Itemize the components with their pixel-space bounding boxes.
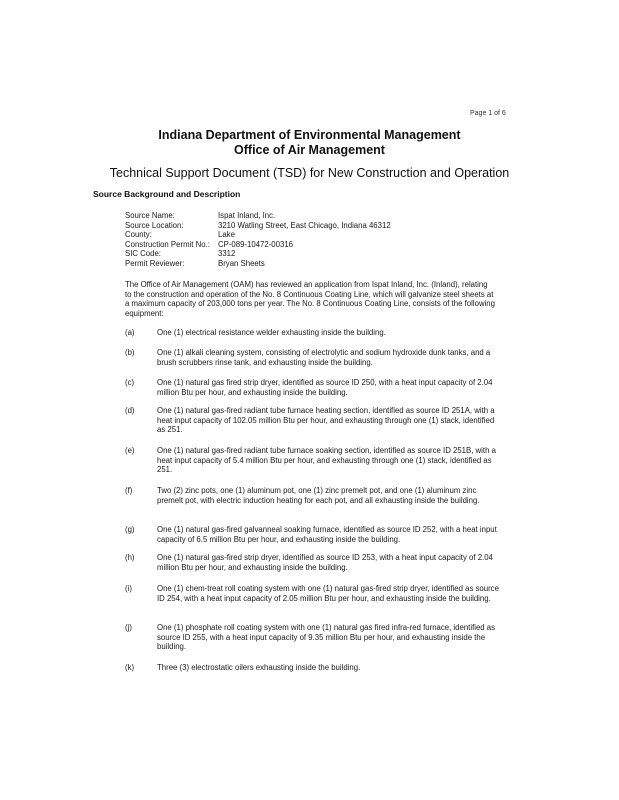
equipment-item [125, 623, 500, 652]
equipment-text: One (1) natural gas-fired radiant tube furnace soaking section, identified as source ID 251B, with a heat input capacity of 5.4 million Btu per hour, and exhausting through one (1) stack, identified as 251. [157, 446, 496, 475]
source-info-row [125, 249, 391, 259]
source-info-label: Construction Permit No.: [125, 239, 210, 249]
equipment-text: One (1) phosphate roll coating system with one (1) natural gas fired infra-red furnace, identified as source ID 255, with a heat input capacity of 9.35 million Btu per hour, and exhausting inside the building. [157, 623, 496, 652]
equipment-letter: (k) [125, 663, 135, 672]
agency-heading: Indiana Department of Environmental Management [158, 128, 461, 142]
equipment-text: Three (3) electrostatic oilers exhausting inside the building. [157, 663, 361, 672]
source-info-value: 3312 [218, 249, 236, 258]
equipment-item [125, 584, 500, 603]
source-info-label: SIC Code: [125, 249, 161, 258]
equipment-letter: (e) [125, 446, 135, 455]
equipment-text: One (1) natural gas fired strip dryer, identified as source ID 250, with a heat input capacity of 2.04 million Btu per hour, and exhausting inside the building. [157, 378, 493, 397]
equipment-letter: (j) [125, 623, 132, 632]
source-info-block [125, 211, 391, 268]
source-info-label: Source Location: [125, 220, 184, 230]
source-info-row [125, 240, 391, 250]
section-title: Source Background and Description [93, 189, 241, 199]
equipment-letter: (c) [125, 378, 135, 387]
source-info-value: Lake [218, 230, 235, 239]
equipment-item [125, 378, 500, 397]
equipment-letter: (d) [125, 406, 135, 415]
equipment-item [125, 446, 500, 475]
source-info-row [125, 259, 391, 269]
source-info-value: CP-089-10472-00316 [218, 239, 293, 249]
source-info-row [125, 221, 391, 231]
equipment-text: One (1) natural gas-fired galvanneal soaking furnace, identified as source ID 252, with a heat input capacity of 6.5 million Btu per hour, and exhausting inside the building. [157, 525, 497, 544]
equipment-letter: (i) [125, 584, 132, 593]
page-number: Page 1 of 6 [470, 110, 506, 117]
source-info-label: Source Name: [125, 211, 175, 220]
source-info-label: Permit Reviewer: [125, 258, 185, 268]
equipment-letter: (h) [125, 553, 135, 562]
equipment-text: One (1) natural gas-fired radiant tube furnace heating section, identified as source ID 251A, with a heat input capacity of 102.05 million Btu per hour, and exhausting through one (1) stack, identified as 251. [157, 406, 495, 435]
source-info-value: Ispat Inland, Inc. [218, 211, 276, 220]
equipment-letter: (g) [125, 525, 135, 534]
equipment-text: One (1) natural gas-fired strip dryer, identified as source ID 253, with a heat input capacity of 2.04 million Btu per hour, and exhausting inside the building. [157, 553, 493, 572]
document-title: Technical Support Document (TSD) for New Construction and Operation [109, 166, 510, 180]
source-info-label: County: [125, 230, 152, 239]
equipment-text: One (1) alkali cleaning system, consisting of electrolytic and sodium hydroxide dunk tanks, and a brush scrubbers rinse tank, and exhausting inside the building. [157, 348, 491, 367]
equipment-item [125, 348, 500, 367]
equipment-text: One (1) chem-treat roll coating system with one (1) natural gas-fired strip dryer, identified as source ID 254, with a heat input capacity of 2.05 million Btu per hour, and exhausting inside the building. [157, 584, 499, 603]
equipment-item [125, 328, 500, 338]
equipment-letter: (b) [125, 348, 135, 357]
equipment-item [125, 553, 500, 572]
source-info-row [125, 230, 391, 240]
equipment-text: One (1) electrical resistance welder exhausting inside the building. [157, 328, 386, 337]
equipment-item [125, 663, 500, 673]
equipment-item [125, 525, 500, 544]
equipment-letter: (f) [125, 486, 133, 495]
office-heading: Office of Air Management [234, 143, 385, 157]
source-info-row [125, 211, 391, 221]
intro-paragraph: The Office of Air Management (OAM) has reviewed an application from Ispat Inland, Inc. (Inland), relating to the construction and operation of the No. 8 Continuous Coating Line, which will galvanize steel sheets at a maximum capacity of 203,000 tons per year. The No. 8 Continuous Coating Line, consists of the following equipment: [125, 280, 495, 318]
equipment-letter: (a) [125, 328, 135, 337]
source-info-value: Bryan Sheets [218, 258, 265, 268]
source-info-value: 3210 Watling Street, East Chicago, Indiana 46312 [218, 220, 391, 230]
equipment-item [125, 486, 500, 505]
equipment-item [125, 406, 500, 435]
equipment-text: Two (2) zinc pots, one (1) aluminum pot, one (1) zinc premelt pot, and one (1) aluminum zinc premelt pot, with electric induction heating for each pot, and all exhausting inside the building. [157, 486, 480, 505]
